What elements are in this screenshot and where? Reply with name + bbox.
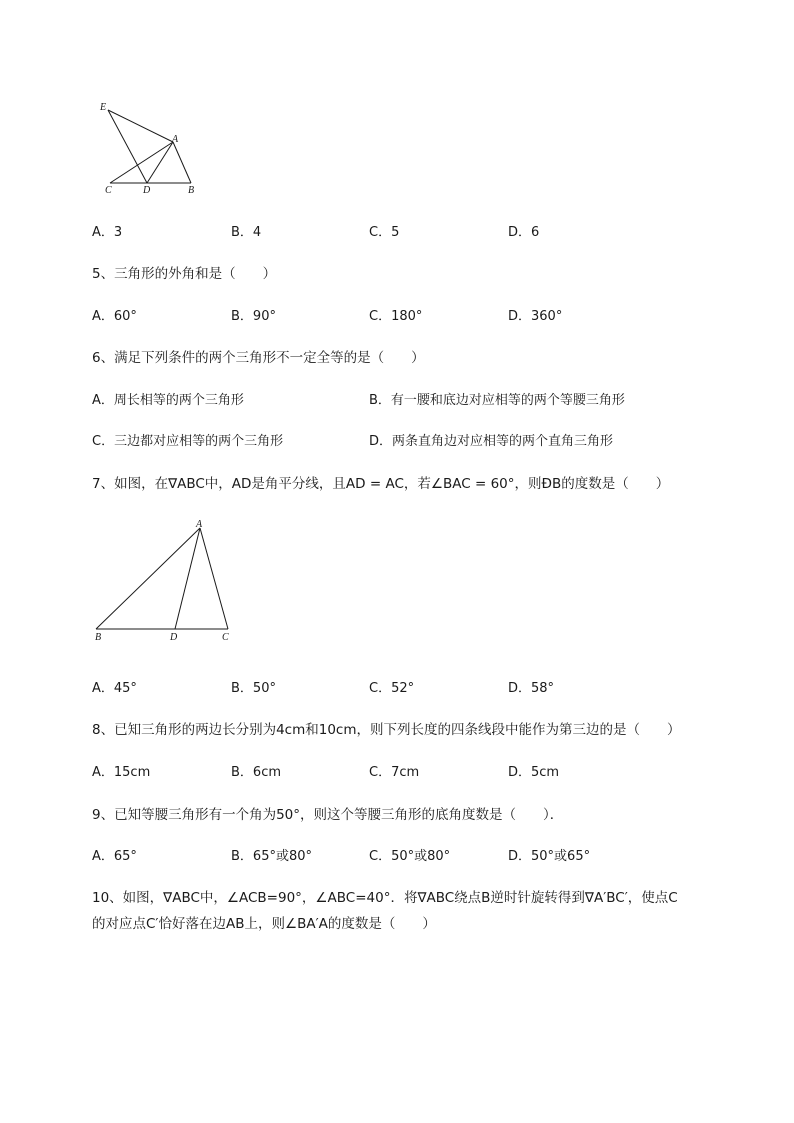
q8-option-c: C．7cm [369,765,420,780]
q8-option-a: A．15cm [92,765,151,780]
q6-option-c: C．三边都对应相等的两个三角形 [92,434,284,449]
q4-option-b: B．4 [231,225,262,240]
label-C: C [105,185,112,196]
segment-DA [147,142,173,183]
q8-option-d: D．5cm [508,765,560,780]
q4-option-c: C．5 [369,225,400,240]
q7-figure [90,515,240,647]
q8-stem: 8、已知三角形的两边长分别为4cm和10cm，则下列长度的四条线段中能作为第三边的是（ ） [92,722,681,738]
segment-CA [110,142,173,183]
q6-option-d: D．两条直角边对应相等的两个直角三角形 [369,434,614,449]
q9-stem: 9、已知等腰三角形有一个角为50°，则这个等腰三角形的底角度数是（ ）． [92,807,564,823]
segment-AB [173,142,191,183]
q5-option-d: D．360° [508,309,563,324]
q9-option-c: C．50°或80° [369,849,451,864]
q5-option-a: A．60° [92,309,137,324]
segment-EA [108,110,173,142]
label-B: B [95,632,102,643]
q4-option-a: A．3 [92,225,123,240]
segment-BA [96,528,200,629]
q6-option-b: B．有一腰和底边对应相等的两个等腰三角形 [369,393,625,408]
q7-option-b: B．50° [231,681,276,696]
q9-option-d: D．50°或65° [508,849,591,864]
segment-AD [175,528,200,629]
q4-option-d: D．6 [508,225,540,240]
q10-stem-line2: 的对应点C′恰好落在边AB上，则∠BA′A的度数是（ ） [92,916,436,932]
label-D: D [143,185,151,196]
q7-option-d: D．58° [508,681,555,696]
label-D: D [170,632,178,643]
q9-option-a: A．65° [92,849,137,864]
q9-option-b: B．65°或80° [231,849,313,864]
q6-stem: 6、满足下列条件的两个三角形不一定全等的是（ ） [92,350,425,366]
q5-option-c: C．180° [369,309,423,324]
q4-figure [95,98,205,198]
label-C: C [222,632,229,643]
q5-stem: 5、三角形的外角和是（ ） [92,266,277,282]
q7-stem: 7、如图，在∇ABC中，AD是角平分线，且AD = AC，若∠BAC = 60°，则ÐB的度数是（ ） [92,476,670,492]
segment-AC [200,528,228,629]
q5-option-b: B．90° [231,309,276,324]
q10-stem-line1: 10、如图，∇ABC中，∠ACB=90°，∠ABC=40°．将∇ABC绕点B逆时针旋转得到∇A′BC′，使点C [92,890,678,906]
label-A: A [196,519,203,530]
q7-option-a: A．45° [92,681,137,696]
label-B: B [188,185,195,196]
q7-option-c: C．52° [369,681,415,696]
q8-option-b: B．6cm [231,765,282,780]
q6-option-a: A．周长相等的两个三角形 [92,393,244,408]
label-A: A [172,134,179,145]
label-E: E [100,102,107,113]
